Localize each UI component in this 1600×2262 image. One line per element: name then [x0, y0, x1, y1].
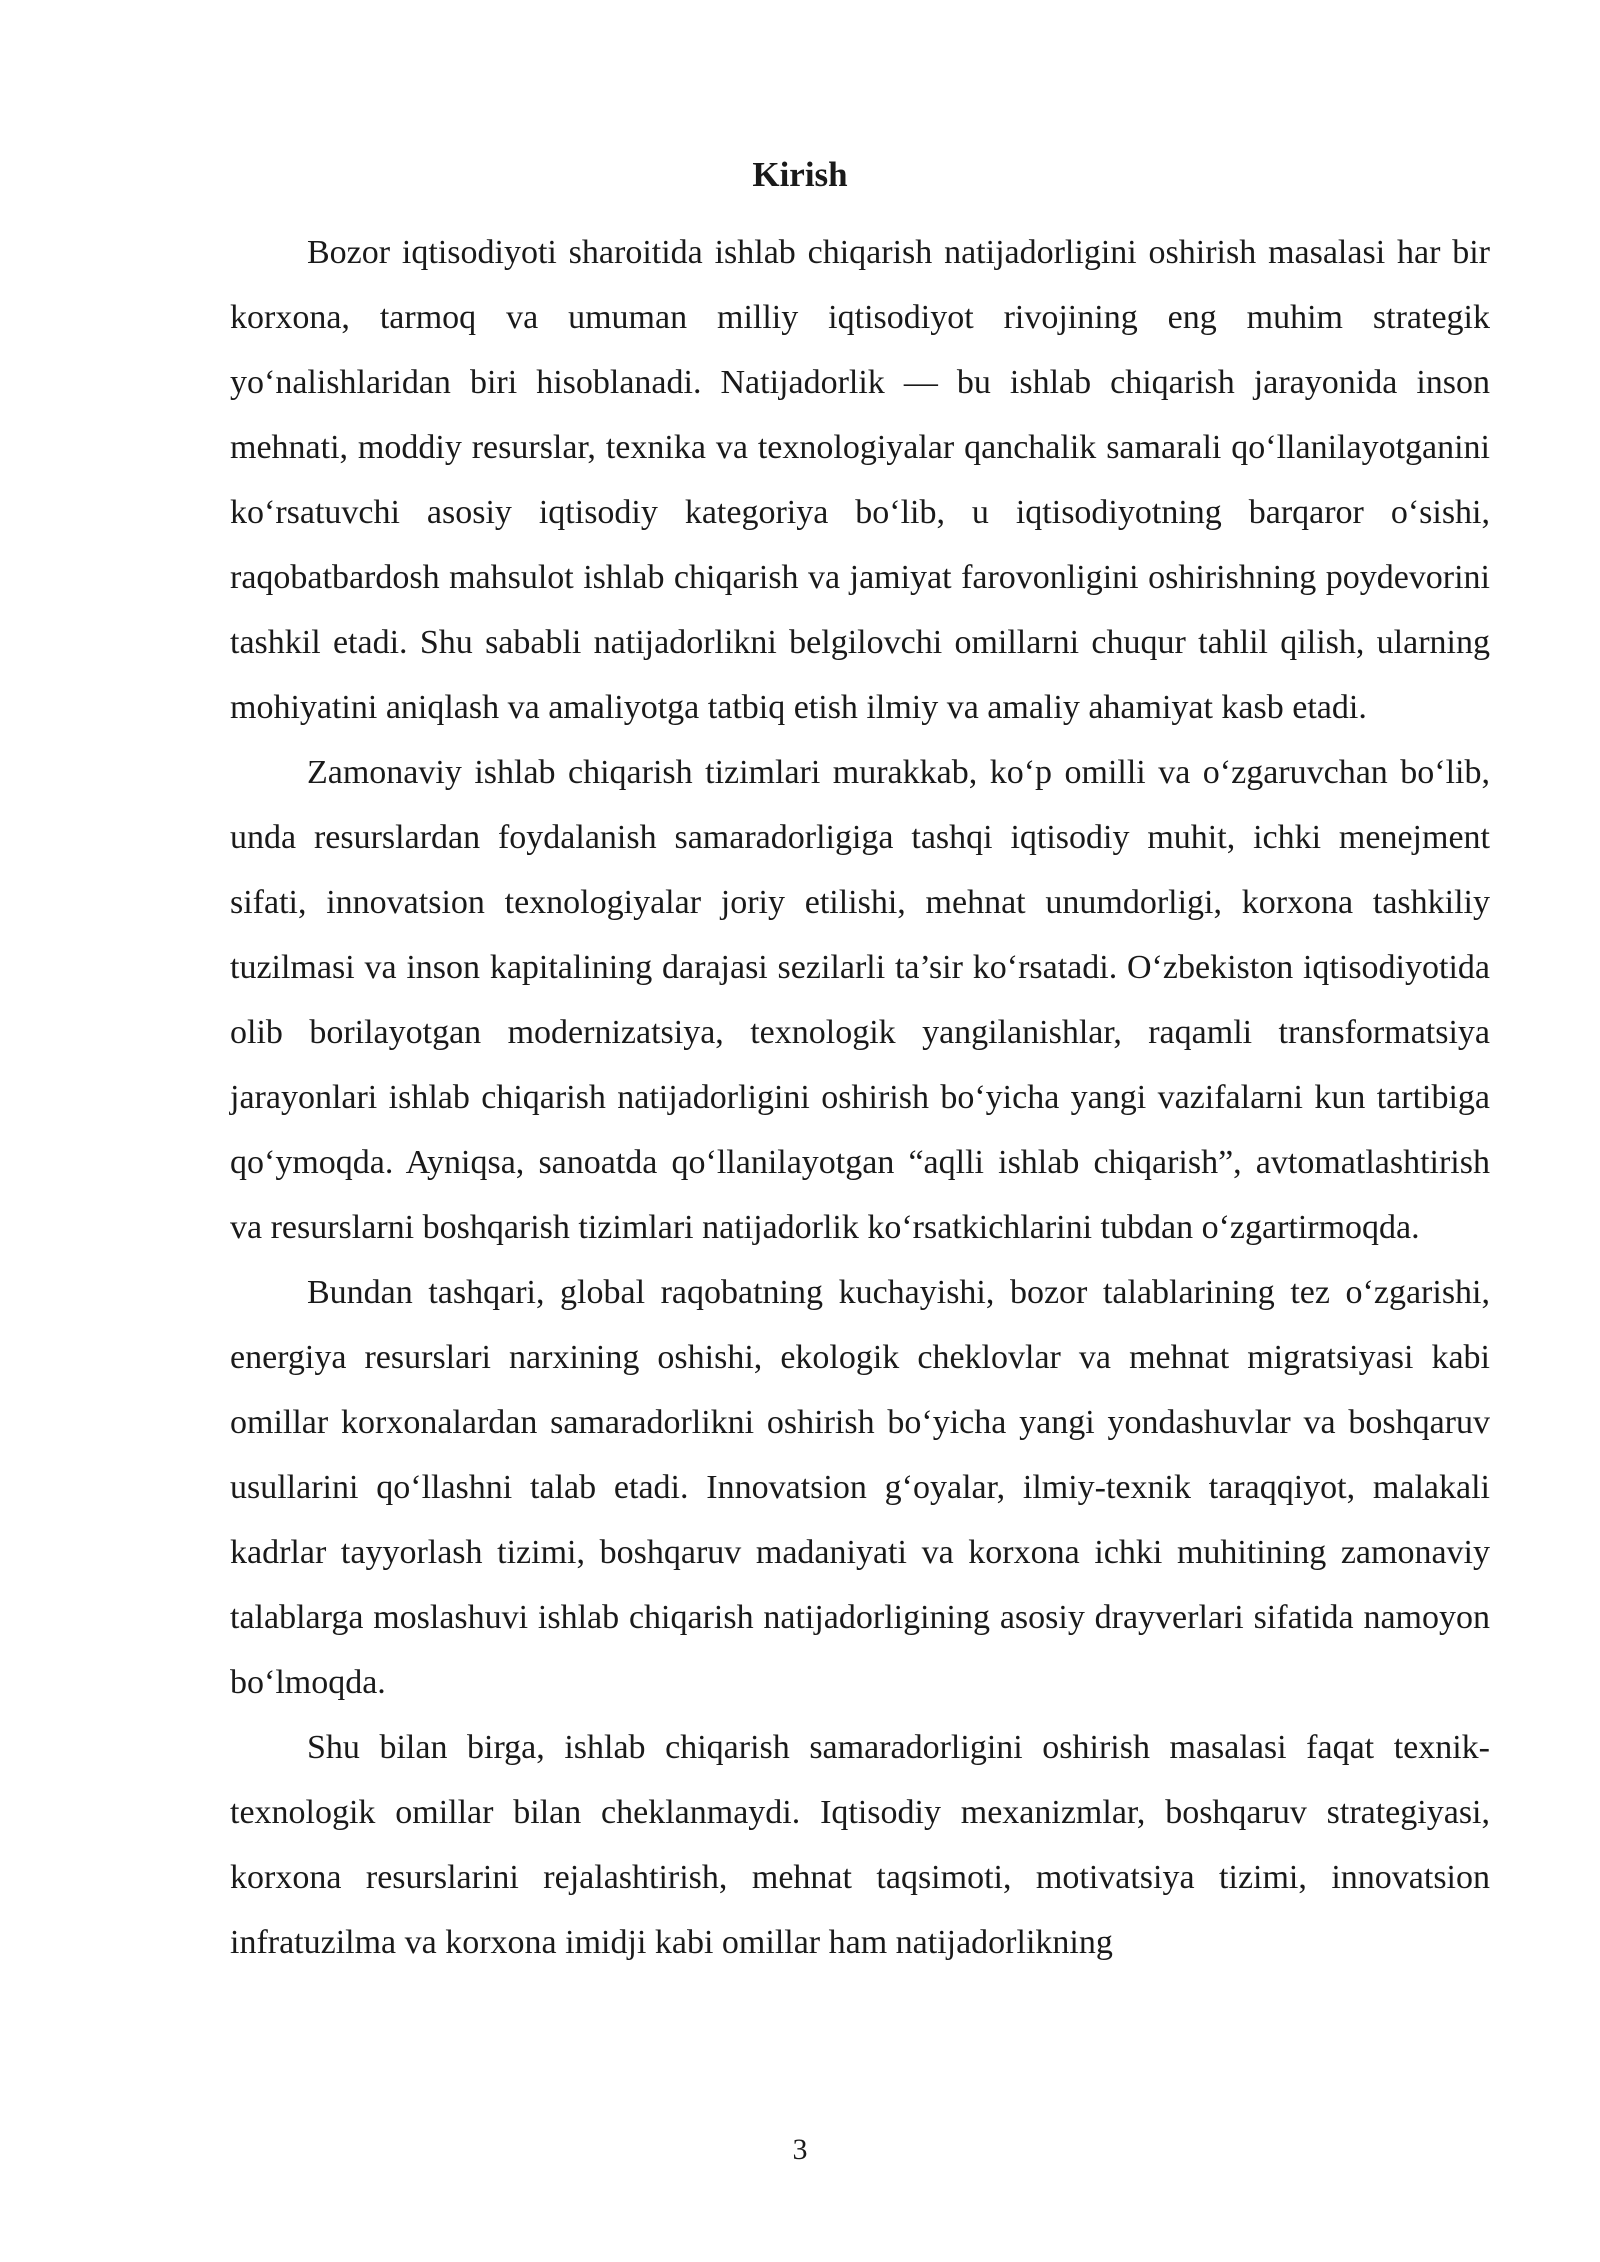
page-title: Kirish: [752, 155, 848, 194]
paragraph-3: Bundan tashqari, global raqobatning kuchayishi, bozor talablarining tez o‘zgarishi, energiya resurslari narxining oshishi, ekologik cheklovlar va mehnat migratsiyasi kabi omillar korxonalardan samaradorlikni oshirish bo‘yicha yangi yondashuvlar va boshqaruv usullarini qo‘llashni talab etadi. Innovatsion g‘oyalar, ilmiy-texnik taraqqiyot, malakali kadrlar tayyorlash tizimi, boshqaruv madaniyati va korxona ichki muhitining zamonaviy talablarga moslashuvi ishlab chiqarish natijadorligining asosiy drayverlari sifatida namoyon bo‘lmoqda.: [230, 1274, 1490, 1701]
paragraph-1: Bozor iqtisodiyoti sharoitida ishlab chiqarish natijadorligini oshirish masalasi har bir korxona, tarmoq va umuman milliy iqtisodiyot rivojining eng muhim strategik yo‘nalishlaridan biri hisoblanadi. Natijadorlik — bu ishlab chiqarish jarayonida inson mehnati, moddiy resurslar, texnika va texnologiyalar qanchalik samarali qo‘llanilayotganini ko‘rsatuvchi asosiy iqtisodiy kategoriya bo‘lib, u iqtisodiyotning barqaror o‘sishi, raqobatbardosh mahsulot ishlab chiqarish va jamiyat farovonligini oshirishning poydevorini tashkil etadi. Shu sababli natijadorlikni belgilovchi omillarni chuqur tahlil qilish, ularning mohiyatini aniqlash va amaliyotga tatbiq etish ilmiy va amaliy ahamiyat kasb etadi.: [230, 234, 1490, 726]
paragraph-4: Shu bilan birga, ishlab chiqarish samaradorligini oshirish masalasi faqat texnik-texnologik omillar bilan cheklanmaydi. Iqtisodiy mexanizmlar, boshqaruv strategiyasi, korxona resurslarini rejalashtirish, mehnat taqsimoti, motivatsiya tizimi, innovatsion infratuzilma va korxona imidji kabi omillar ham natijadorlikning: [230, 1729, 1490, 1961]
paragraph-2: Zamonaviy ishlab chiqarish tizimlari murakkab, ko‘p omilli va o‘zgaruvchan bo‘lib, unda resurslardan foydalanish samaradorligiga tashqi iqtisodiy muhit, ichki menejment sifati, innovatsion texnologiyalar joriy etilishi, mehnat unumdorligi, korxona tashkiliy tuzilmasi va inson kapitalining darajasi sezilarli ta’sir ko‘rsatadi. O‘zbekiston iqtisodiyotida olib borilayotgan modernizatsiya, texnologik yangilanishlar, raqamli transformatsiya jarayonlari ishlab chiqarish natijadorligini oshirish bo‘yicha yangi vazifalarni kun tartibiga qo‘ymoqda. Ayniqsa, sanoatda qo‘llanilayotgan “aqlli ishlab chiqarish”, avtomatlashtirish va resurslarni boshqarish tizimlari natijadorlik ko‘rsatkichlarini tubdan o‘zgartirmoqda.: [230, 754, 1490, 1246]
document-body: [230, 220, 1490, 1975]
page-number: 3: [792, 2133, 808, 2166]
